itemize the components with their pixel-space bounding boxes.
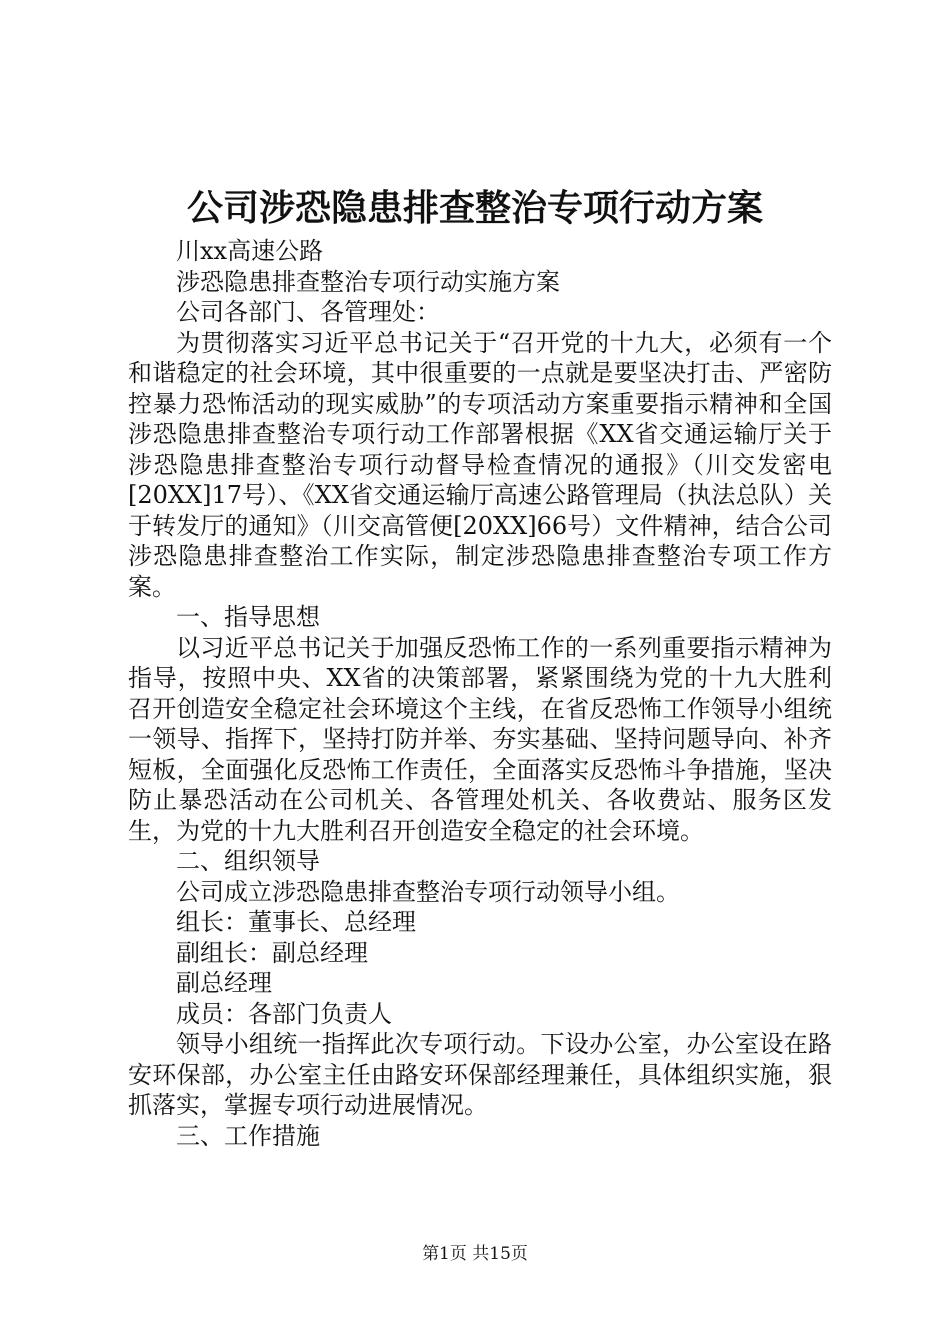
page-number-footer: 第1页 共15页: [422, 1244, 528, 1264]
header-line-road: 川xx高速公路: [176, 237, 324, 265]
intro-paragraph: 为贯彻落实习近平总书记关于“召开党的十九大，必须有一个和谐稳定的社会环境，其中很重要的一点就是要坚决打击、严密防控暴力恐怖活动的现实威胁”的专项活动方案重要指示精神和全国涉恐隐患排查整治专项行动工作部署根据《XX省交通运输厅关于涉恐隐患排查整治专项行动督导检查情况的通报》（川交发密电[20XX]17号）、《XX省交通运输厅高速公路管理局（执法总队）关于转发厅的通知》（川交高管便[20XX]66号）文件精神，结合公司涉恐隐患排查整治工作实际，制定涉恐隐患排查整治专项工作方案。: [128, 328, 832, 601]
group-leader-line: 组长：董事长、总经理: [176, 908, 416, 936]
deputy-leader-line: 副组长：副总经理: [176, 938, 368, 967]
deputy-manager-line: 副总经理: [176, 969, 272, 997]
section-heading-organization: 二、组织领导: [176, 847, 320, 875]
guiding-ideology-paragraph: 以习近平总书记关于加强反恐怖工作的一系列重要指示精神为指导，按照中央、XX省的决策部署，紧紧围绕为党的十九大胜利召开创造安全稳定社会环境这个主线，在省反恐怖工作领导小组统一领导、指挥下，坚持打防并举、夯实基础、坚持问题导向、补齐短板，全面强化反恐怖工作责任，全面落实反恐怖斗争措施，坚决防止暴恐活动在公司机关、各管理处机关、各收费站、服务区发生，为党的十九大胜利召开创造安全稳定的社会环境。: [128, 633, 832, 845]
document-body: [128, 236, 832, 1151]
members-line: 成员：各部门负责人: [176, 999, 392, 1028]
section-heading-guiding-ideology: 一、指导思想: [176, 603, 320, 631]
office-paragraph: 领导小组统一指挥此次专项行动。下设办公室，办公室设在路安环保部，办公室主任由路安环保部经理兼任，具体组织实施，狠抓落实，掌握专项行动进展情况。: [128, 1030, 832, 1119]
header-line-plan-name: 涉恐隐患排查整治专项行动实施方案: [176, 267, 560, 296]
document-title: 公司涉恐隐患排查整治专项行动方案: [186, 187, 763, 229]
section-heading-work-measures: 三、工作措施: [176, 1121, 320, 1150]
organization-paragraph: 公司成立涉恐隐患排查整治专项行动领导小组。: [176, 877, 680, 906]
salutation: 公司各部门、各管理处：: [176, 298, 440, 326]
